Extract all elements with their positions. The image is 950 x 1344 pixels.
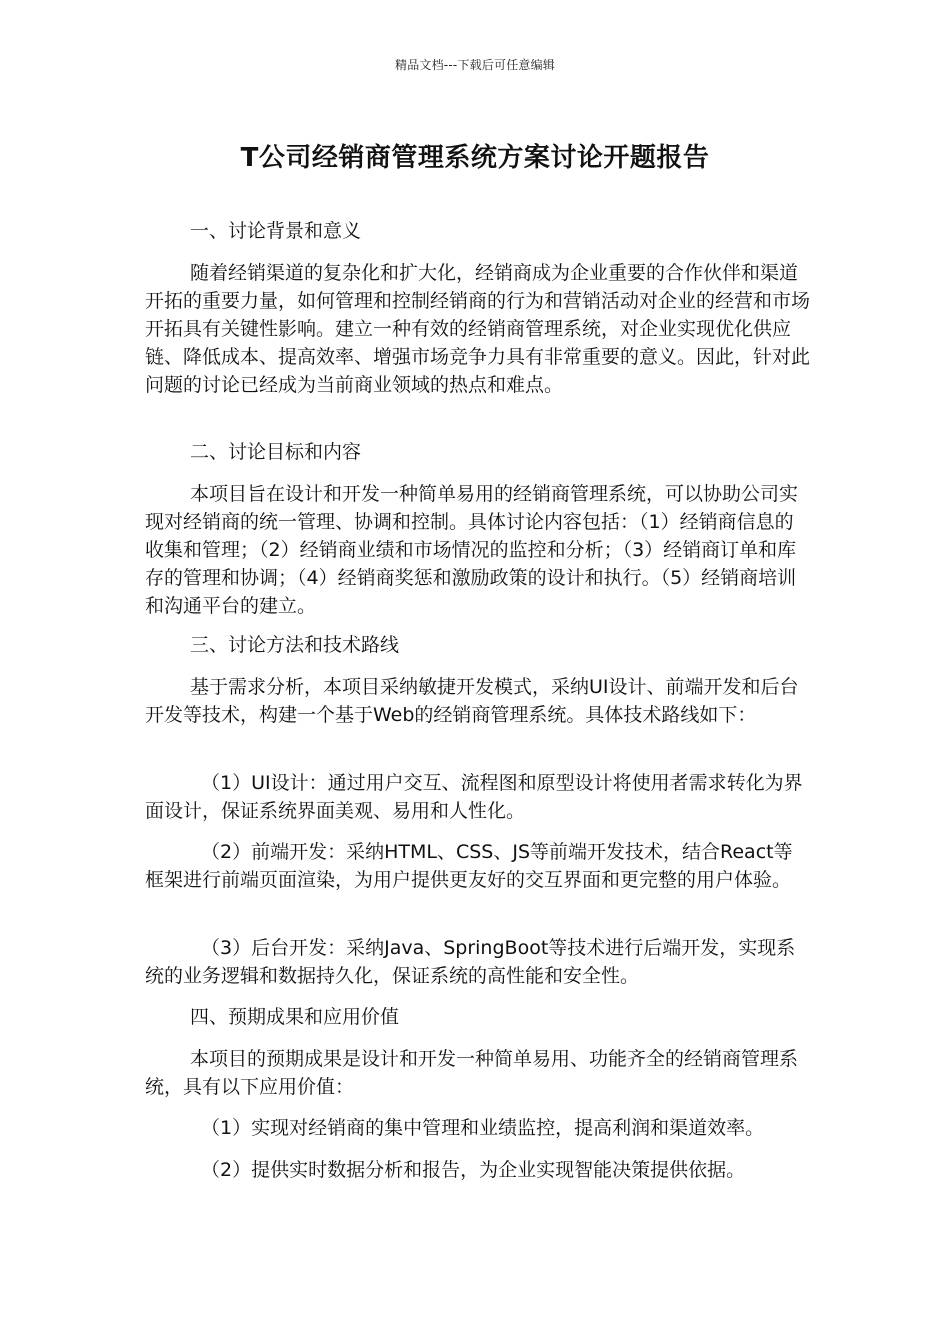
section-heading-1: 一、讨论背景和意义 bbox=[190, 220, 362, 242]
section-paragraph-2: 本项目旨在设计和开发一种简单易用的经销商管理系统，可以协助公司实现对经销商的统一管理、协调和控制。具体讨论内容包括：（1）经销商信息的收集和管理；（2）经销商业绩和市场情况的监控和分析；（3）经销商订单和库存的管理和协调；（4）经销商奖惩和激励政策的设计和执行。（5）经销商培训和沟通平台的建立。 bbox=[145, 483, 799, 617]
list-item: （1）UI设计：通过用户交互、流程图和原型设计将使用者需求转化为界面设计，保证系统界面美观、易用和人性化。 bbox=[145, 772, 803, 822]
section-paragraph-1: 随着经销渠道的复杂化和扩大化，经销商成为企业重要的合作伙伴和渠道开拓的重要力量，如何管理和控制经销商的行为和营销活动对企业的经营和市场开拓具有关键性影响。建立一种有效的经销商管理系统，对企业实现优化供应链、降低成本、提高效率、增强市场竞争力具有非常重要的意义。因此，针对此问题的讨论已经成为当前商业领域的热点和难点。 bbox=[145, 262, 811, 396]
section-heading-4: 四、预期成果和应用价值 bbox=[190, 1006, 400, 1028]
list-item: （2）前端开发：采纳HTML、CSS、JS等前端开发技术，结合React等框架进行前端页面渲染，为用户提供更友好的交互界面和更完整的用户体验。 bbox=[145, 841, 793, 891]
section-heading-3: 三、讨论方法和技术路线 bbox=[190, 634, 400, 656]
list-item: （3）后台开发：采纳Java、SpringBoot等技术进行后端开发，实现系统的业务逻辑和数据持久化，保证系统的高性能和安全性。 bbox=[145, 937, 796, 987]
document-title: T公司经销商管理系统方案讨论开题报告 bbox=[240, 143, 710, 173]
list-item: （1）实现对经销商的集中管理和业绩监控，提高利润和渠道效率。 bbox=[201, 1117, 765, 1139]
section-paragraph-4: 本项目的预期成果是设计和开发一种简单易用、功能齐全的经销商管理系统，具有以下应用价值： bbox=[145, 1048, 799, 1098]
section-heading-2: 二、讨论目标和内容 bbox=[190, 441, 362, 463]
section-paragraph-3: 基于需求分析，本项目采纳敏捷开发模式，采纳UI设计、前端开发和后台开发等技术，构建一个基于Web的经销商管理系统。具体技术路线如下： bbox=[145, 676, 799, 726]
list-item: （2）提供实时数据分析和报告，为企业实现智能决策提供依据。 bbox=[201, 1159, 746, 1181]
header-note: 精品文档---下载后可任意编辑 bbox=[395, 58, 555, 72]
